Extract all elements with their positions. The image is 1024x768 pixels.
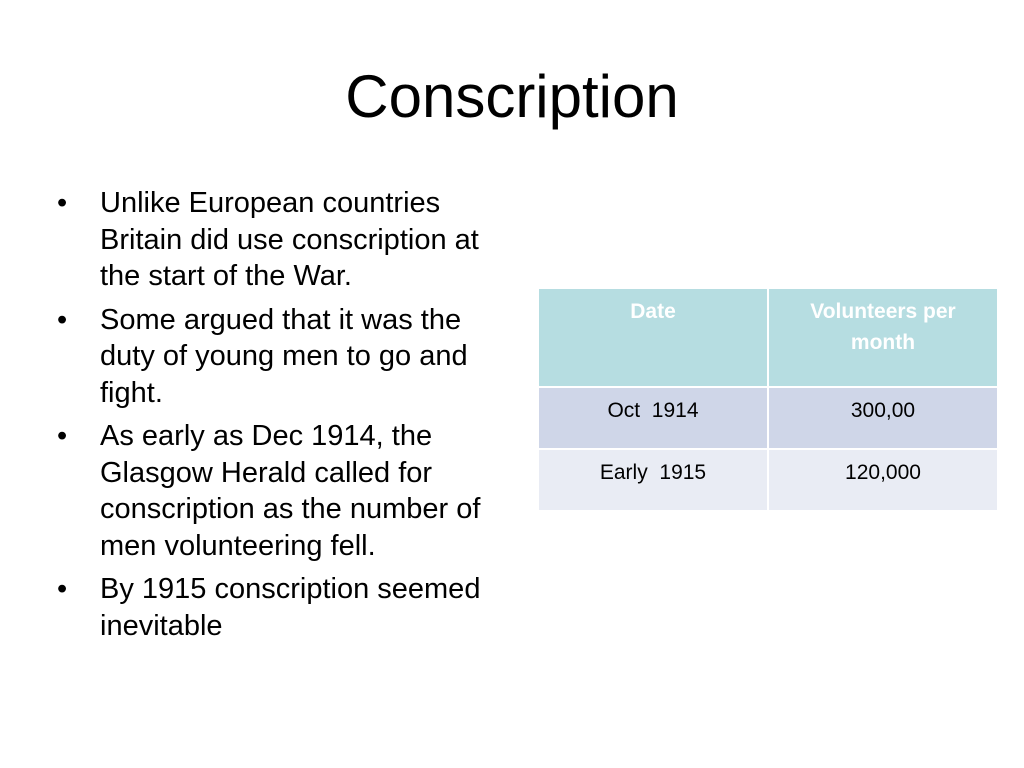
bullet-text: Some argued that it was the duty of young men to go and fight.: [100, 303, 468, 409]
table-row: [538, 449, 998, 511]
bullet-icon: •: [57, 573, 68, 605]
cell-date: Early 1915: [538, 449, 768, 511]
bullet-text: As early as Dec 1914, the Glasgow Herald called for conscription as the number of men volunteering fell.: [100, 420, 481, 562]
cell-date: Oct 1914: [538, 387, 768, 449]
bullet-text: Unlike European countries Britain did use conscription at the start of the War.: [100, 187, 479, 292]
bullet-item: [57, 571, 507, 644]
cell-volunteers: 120,000: [768, 449, 998, 511]
header-volunteers-per-month: Volunteers per month: [768, 288, 998, 387]
bullet-item: [57, 302, 507, 412]
bullet-icon: •: [57, 420, 68, 452]
cell-volunteers: 300,00: [768, 387, 998, 449]
slide-title: Conscription: [345, 63, 679, 130]
table-header-row: [538, 288, 998, 387]
volunteers-table: [537, 287, 999, 512]
table-row: [538, 387, 998, 449]
header-date: Date: [538, 288, 768, 387]
bullet-list: [57, 185, 507, 651]
bullet-text: By 1915 conscription seemed inevitable: [100, 573, 481, 642]
bullet-icon: •: [57, 303, 68, 336]
bullet-item: [57, 185, 507, 295]
bullet-item: [57, 418, 507, 564]
bullet-icon: •: [57, 187, 68, 219]
volunteers-table-container: [537, 287, 997, 512]
